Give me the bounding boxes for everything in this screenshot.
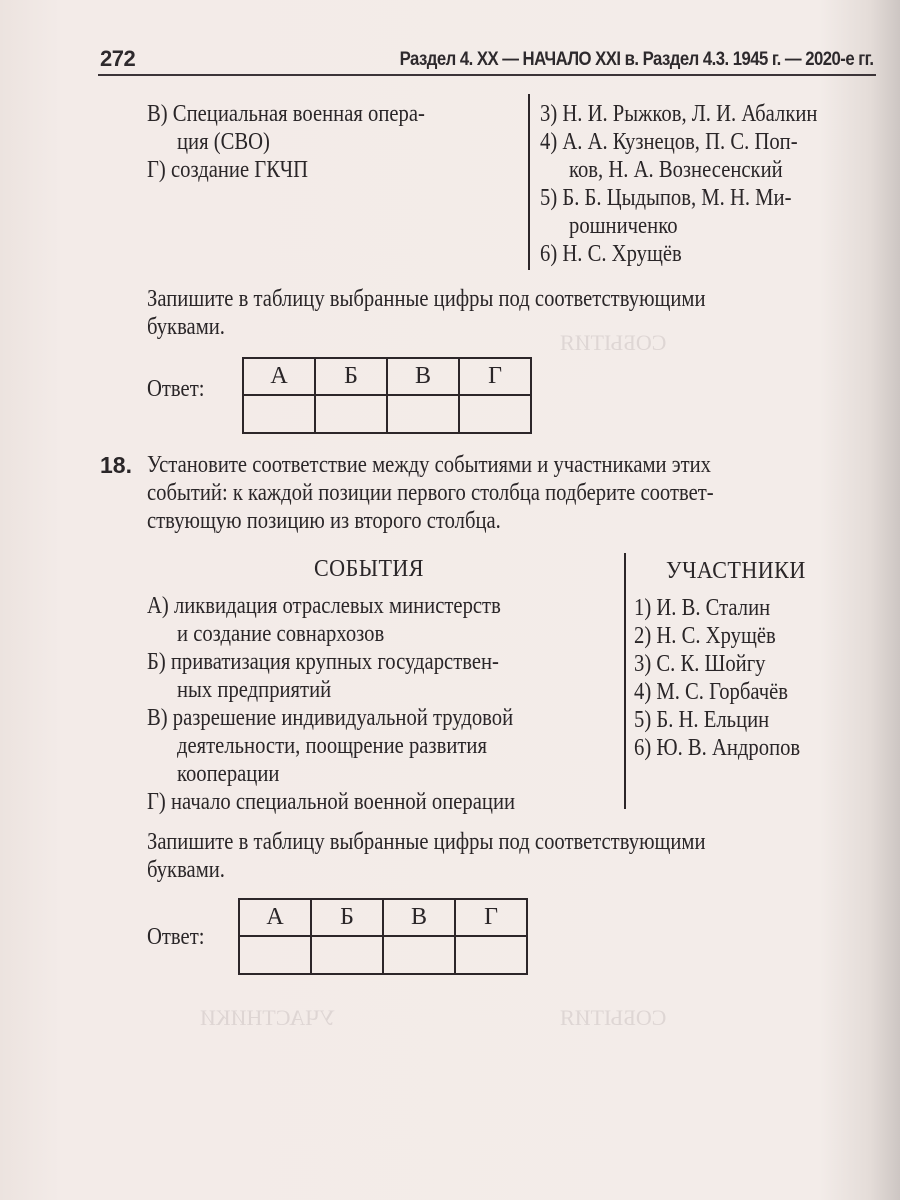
task18-participant-5: 5) Б. Н. Ельцин	[634, 707, 770, 733]
answer-cell-g[interactable]	[455, 936, 527, 974]
task18-event-a-line1: А) ликвидация отраслевых министерств	[147, 593, 501, 619]
bleed-through-text: УЧАСТНИКИ	[200, 1005, 336, 1030]
running-head	[98, 44, 876, 76]
task17-participant-5-line2: рошниченко	[569, 213, 678, 239]
task17-instruction-line1: Запишите в таблицу выбранные цифры под соответствующими	[147, 286, 706, 312]
task17-participant-3: 3) Н. И. Рыжков, Л. И. Абалкин	[540, 101, 818, 127]
bleed-through-text: СОБЫТИЯ	[560, 1005, 667, 1030]
column-divider	[528, 94, 530, 270]
task17-participant-5-line1: 5) Б. Б. Цыдыпов, М. Н. Ми-	[540, 185, 792, 211]
task18-event-v-line1: В) разрешение индивидуальной трудовой	[147, 705, 514, 731]
task18-participant-1: 1) И. В. Сталин	[634, 595, 771, 621]
task18-instruction-line2: буквами.	[147, 857, 225, 883]
task17-answer-label: Ответ:	[147, 376, 205, 402]
bleed-through-text: СОБЫТИЯ	[560, 330, 667, 355]
task18-answer-label: Ответ:	[147, 924, 205, 950]
answer-cell-b[interactable]	[315, 395, 387, 433]
task18-participant-3: 3) С. К. Шойгу	[634, 651, 766, 677]
task18-event-g: Г) начало специальной военной операции	[147, 789, 516, 815]
task17-event-g: Г) создание ГКЧП	[147, 157, 309, 183]
task17-event-v-line1: В) Специальная военная опера-	[147, 101, 425, 127]
task17-answer-table	[242, 357, 532, 434]
task18-participant-4: 4) М. С. Горбачёв	[634, 679, 788, 705]
task18-instruction-line1: Запишите в таблицу выбранные цифры под соответствующими	[147, 829, 706, 855]
answer-header-a: А	[239, 899, 311, 936]
answer-cell-g[interactable]	[459, 395, 531, 433]
answer-cell-a[interactable]	[239, 936, 311, 974]
answer-header-g: Г	[459, 358, 531, 395]
section-title: Раздел 4. XX — НАЧАЛО XXI в. Раздел 4.3. 1945 г. — 2020-е гг.	[400, 49, 874, 70]
task18-event-b-line2: ных предприятий	[177, 677, 332, 703]
task18-prompt-line3: ствующую позицию из второго столбца.	[147, 508, 501, 534]
task18-prompt-line1: Установите соответствие между событиями и участниками этих	[147, 452, 711, 478]
task18-event-b-line1: Б) приватизация крупных государствен-	[147, 649, 499, 675]
task17-participant-4-line1: 4) А. А. Кузнецов, П. С. Поп-	[540, 129, 798, 155]
participants-column-title: УЧАСТНИКИ	[666, 558, 806, 584]
answer-header-b: Б	[315, 358, 387, 395]
task17-event-v-line2: ция (СВО)	[177, 129, 270, 155]
answer-header-b: Б	[311, 899, 383, 936]
task18-event-v-line3: кооперации	[177, 761, 280, 787]
task18-event-v-line2: деятельности, поощрение развития	[177, 733, 487, 759]
task18-participant-6: 6) Ю. В. Андропов	[634, 735, 801, 761]
answer-cell-b[interactable]	[311, 936, 383, 974]
task18-prompt-line2: событий: к каждой позиции первого столбца подберите соответ-	[147, 480, 714, 506]
answer-cell-a[interactable]	[243, 395, 315, 433]
answer-cell-v[interactable]	[387, 395, 459, 433]
task18-number: 18.	[100, 452, 132, 478]
events-column-title: СОБЫТИЯ	[314, 556, 424, 582]
answer-header-g: Г	[455, 899, 527, 936]
column-divider	[624, 553, 626, 809]
page-number: 272	[100, 46, 136, 71]
task18-participant-2: 2) Н. С. Хрущёв	[634, 623, 776, 649]
answer-cell-v[interactable]	[383, 936, 455, 974]
task17-participant-4-line2: ков, Н. А. Вознесенский	[569, 157, 783, 183]
answer-header-a: А	[243, 358, 315, 395]
task17-instruction-line2: буквами.	[147, 314, 225, 340]
task18-answer-table	[238, 898, 528, 975]
task17-participant-6: 6) Н. С. Хрущёв	[540, 241, 682, 267]
answer-header-v: В	[387, 358, 459, 395]
task18-event-a-line2: и создание совнархозов	[177, 621, 385, 647]
answer-header-v: В	[383, 899, 455, 936]
